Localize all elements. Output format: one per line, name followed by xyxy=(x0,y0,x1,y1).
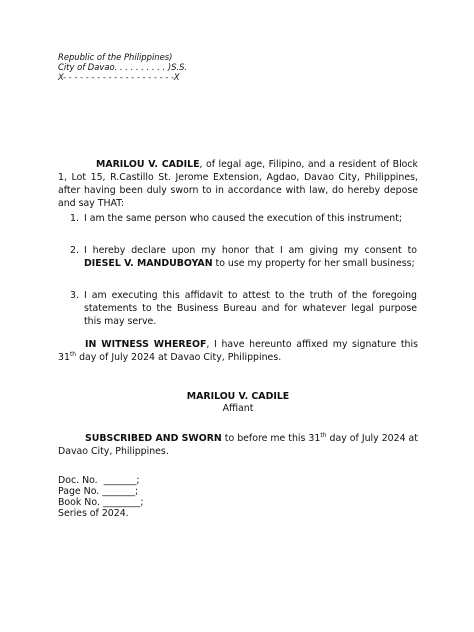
witness-day: 31 xyxy=(58,352,70,363)
series-year: Series of 2024. xyxy=(58,508,129,519)
sworn-text: to before me this xyxy=(221,433,309,444)
list-number-3: 3. xyxy=(70,290,79,301)
header-republic: Republic of the Philippines) xyxy=(58,52,173,62)
header-city: City of Davao. . . . . . . . . . )S.S. xyxy=(58,62,188,72)
list-text-2-post: to use my property for her small business; xyxy=(212,258,415,269)
witness-paragraph xyxy=(58,338,418,364)
sworn-day: 31 xyxy=(308,433,321,444)
list-text-2-pre: I hereby declare upon my honor that I am giving my consent to xyxy=(84,245,417,256)
sworn-day-suffix: th xyxy=(320,431,327,439)
header-separator: X- - - - - - - - - - - - - - - - - - - -X xyxy=(58,72,180,82)
witness-day-suffix: th xyxy=(69,350,77,358)
list-text-3: I am executing this affidavit to attest to the truth of the foregoing statements to the Business Bureau and for whatever legal purpose this may serve. xyxy=(84,290,417,327)
signature-role: Affiant xyxy=(222,403,254,414)
list-number-1: 1. xyxy=(70,213,79,224)
list-item-2 xyxy=(70,244,417,270)
sworn-paragraph xyxy=(58,432,418,458)
list-text-1: I am the same person who caused the execution of this instrument; xyxy=(84,213,403,224)
list-number-2: 2. xyxy=(70,245,79,256)
consent-recipient-name: DIESEL V. MANDUBOYAN xyxy=(84,258,213,269)
sworn-heading: SUBSCRIBED AND SWORN xyxy=(85,433,222,444)
signature-name: MARILOU V. CADILE xyxy=(186,391,290,402)
intro-text: , of legal age, Filipino, and a resident of Block 1, Lot 15, R.Castillo St. Jerome Extension, Agdao, Davao City, Philippines, after having been duly sworn to in accordance with law, do hereby depose and say THAT: xyxy=(58,159,418,209)
doc-number: Doc. No. _______; xyxy=(58,475,140,486)
intro-paragraph xyxy=(58,158,418,210)
witness-rest: day of July 2024 at Davao City, Philippines. xyxy=(76,352,282,363)
sworn-rest: day of July 2024 at Davao City, Philippines. xyxy=(58,433,418,457)
affiant-name-intro: MARILOU V. CADILE xyxy=(96,159,200,170)
list-item-1 xyxy=(70,212,417,225)
book-number: Book No. ________; xyxy=(58,497,144,508)
list-item-3 xyxy=(70,289,417,328)
page-number: Page No. _______; xyxy=(58,486,139,497)
witness-text: , I have hereunto affixed my signature this xyxy=(206,339,418,350)
witness-heading: IN WITNESS WHEREOF xyxy=(85,339,207,350)
